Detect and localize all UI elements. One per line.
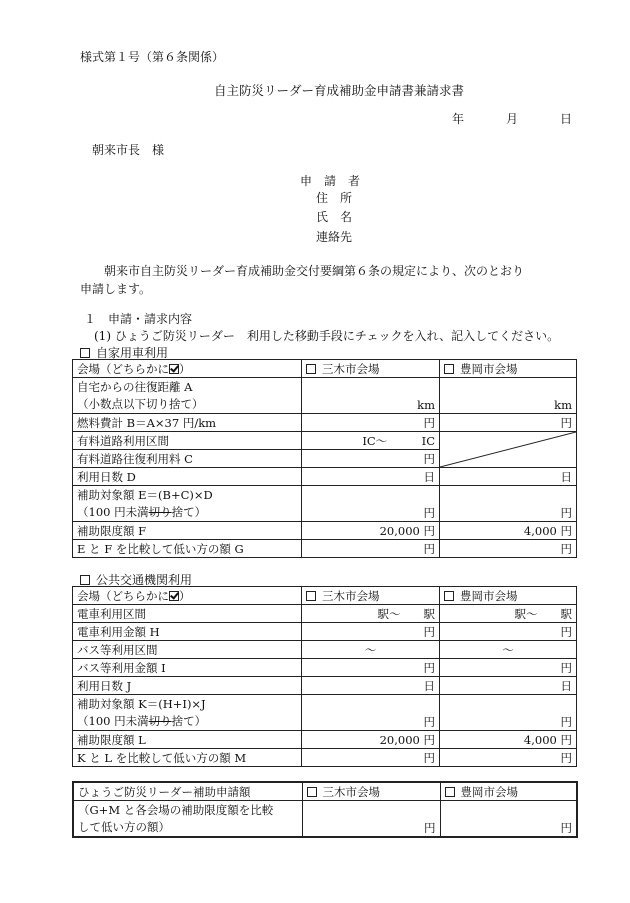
subsidy-e-miki-field[interactable]: 円 bbox=[302, 486, 440, 522]
days-d-label: 利用日数 D bbox=[73, 468, 302, 486]
table-row bbox=[73, 641, 577, 659]
applicant-name-label: 氏 名 bbox=[316, 210, 353, 224]
compare-g-label: E と F を比較して低い方の額 G bbox=[73, 540, 302, 558]
compare-m-toyooka-field[interactable]: 円 bbox=[440, 749, 577, 767]
venue-label-text: 会場（どちらかに bbox=[77, 588, 169, 603]
compare-g-toyooka-field[interactable]: 円 bbox=[440, 540, 577, 558]
transit-use-label: 公共交通機関利用 bbox=[96, 573, 193, 587]
limit-f-miki: 20,000 円 bbox=[302, 522, 440, 540]
subsidy-e-line2-a: （100 円未満 bbox=[77, 504, 149, 519]
date-year: 年 bbox=[452, 112, 465, 126]
intro-line-1: 朝来市自主防災リーダー育成補助金交付要綱第６条の規定により、次のとおり bbox=[104, 264, 525, 278]
table-row bbox=[73, 623, 577, 641]
subsidy-k-miki-field[interactable]: 円 bbox=[302, 695, 440, 731]
venue-miki-label: 三木市会場 bbox=[322, 588, 380, 603]
date-month: 月 bbox=[506, 112, 519, 126]
document-title: 自主防災リーダー育成補助金申請書兼請求書 bbox=[214, 83, 465, 98]
summary-venue-miki-option[interactable] bbox=[302, 782, 440, 801]
limit-l-toyooka: 4,000 円 bbox=[440, 731, 577, 749]
subsidy-k-line2 bbox=[77, 713, 297, 730]
applicant-address-label: 住 所 bbox=[316, 191, 353, 205]
train-fee-miki-field[interactable]: 円 bbox=[302, 623, 440, 641]
subsidy-e-line2 bbox=[77, 504, 297, 521]
car-table bbox=[72, 359, 577, 558]
table-row bbox=[73, 587, 577, 605]
bus-section-miki-field[interactable]: ～ bbox=[302, 641, 440, 659]
bus-fee-toyooka-field[interactable]: 円 bbox=[440, 659, 577, 677]
summary-venue-toyooka-option[interactable] bbox=[440, 782, 577, 801]
table-row bbox=[73, 540, 577, 558]
fuel-b-label: 燃料費計 B＝A×37 円/km bbox=[73, 414, 302, 432]
summary-miki-checkbox[interactable] bbox=[307, 787, 317, 797]
bus-section-toyooka-field[interactable]: ～ bbox=[440, 641, 577, 659]
compare-g-miki-field[interactable]: 円 bbox=[302, 540, 440, 558]
compare-m-label: K と L を比較して低い方の額 M bbox=[73, 749, 302, 767]
venue-label bbox=[73, 587, 302, 605]
venue-miki-checkbox[interactable] bbox=[306, 364, 316, 374]
table-row bbox=[73, 522, 577, 540]
compare-m-miki-field[interactable]: 円 bbox=[302, 749, 440, 767]
date-day: 日 bbox=[560, 112, 573, 126]
table-row bbox=[73, 468, 577, 486]
instruction-text: (1) ひょうご防災リーダー 利用した移動手段にチェックを入れ、記入してください。 bbox=[94, 329, 560, 343]
table-row bbox=[73, 360, 577, 378]
train-fee-h-label: 電車利用金額 H bbox=[73, 623, 302, 641]
train-section-miki-field[interactable]: 駅～ 駅 bbox=[302, 605, 440, 623]
check-mark-icon bbox=[169, 591, 179, 601]
distance-toyooka-field[interactable]: km bbox=[440, 378, 577, 414]
limit-f-toyooka: 4,000 円 bbox=[440, 522, 577, 540]
transit-table bbox=[72, 586, 577, 767]
table-row bbox=[73, 414, 577, 432]
car-use-label: 自家用車利用 bbox=[96, 346, 169, 360]
intro-line-2: 申請します。 bbox=[80, 282, 152, 296]
summary-miki-field[interactable]: 円 bbox=[302, 801, 440, 838]
distance-a-line1: 自宅からの往復距離 A bbox=[77, 379, 193, 394]
applicant-heading: 申 請 者 bbox=[300, 174, 361, 188]
distance-a-label bbox=[73, 378, 302, 414]
summary-toyooka-label: 豊岡市会場 bbox=[460, 784, 518, 799]
train-fee-toyooka-field[interactable]: 円 bbox=[440, 623, 577, 641]
venue-miki-label: 三木市会場 bbox=[322, 361, 380, 376]
table-row bbox=[73, 731, 577, 749]
subsidy-k-line2-struck: 切り bbox=[148, 713, 172, 728]
distance-miki-field[interactable]: km bbox=[302, 378, 440, 414]
venue-label-end: ） bbox=[179, 361, 191, 376]
subsidy-k-toyooka-field[interactable]: 円 bbox=[440, 695, 577, 731]
section-heading: １ 申請・請求内容 bbox=[84, 312, 193, 326]
bus-fee-i-label: バス等利用金額 I bbox=[73, 659, 302, 677]
venue-miki-checkbox[interactable] bbox=[306, 591, 316, 601]
days-j-miki-field[interactable]: 日 bbox=[302, 677, 440, 695]
subsidy-e-line2-c: 捨て） bbox=[171, 504, 207, 519]
venue-toyooka-label: 豊岡市会場 bbox=[460, 588, 518, 603]
toll-fee-miki-field[interactable]: 円 bbox=[302, 450, 440, 468]
venue-label-end: ） bbox=[179, 588, 191, 603]
subsidy-k-line2-c: 捨て） bbox=[171, 713, 207, 728]
table-row bbox=[73, 782, 577, 801]
days-j-label: 利用日数 J bbox=[73, 677, 302, 695]
venue-toyooka-option[interactable] bbox=[440, 360, 577, 378]
summary-note-line1: （G+M と各会場の補助限度額を比較 bbox=[78, 802, 274, 817]
subsidy-e-line2-struck: 切り bbox=[148, 504, 172, 519]
applicant-contact-label: 連絡先 bbox=[316, 230, 353, 244]
summary-toyooka-checkbox[interactable] bbox=[445, 787, 455, 797]
summary-table bbox=[72, 781, 578, 838]
summary-label: ひょうご防災リーダー補助申請額 bbox=[73, 782, 302, 801]
table-row bbox=[73, 801, 577, 838]
table-row bbox=[73, 486, 577, 522]
fuel-miki-field[interactable]: 円 bbox=[302, 414, 440, 432]
bus-fee-miki-field[interactable]: 円 bbox=[302, 659, 440, 677]
venue-toyooka-option[interactable] bbox=[440, 587, 577, 605]
table-row bbox=[73, 677, 577, 695]
toll-section-miki-field[interactable]: IC～ IC bbox=[302, 432, 440, 450]
subsidy-e-label bbox=[73, 486, 302, 522]
table-row bbox=[73, 605, 577, 623]
check-mark-icon bbox=[169, 364, 179, 374]
summary-note bbox=[73, 801, 302, 838]
days-miki-field[interactable]: 日 bbox=[302, 468, 440, 486]
table-row bbox=[73, 432, 577, 450]
distance-a-line2: （小数点以下切り捨て） bbox=[77, 396, 204, 411]
toll-fee-c-label: 有料道路往復利用料 C bbox=[73, 450, 302, 468]
summary-toyooka-field[interactable]: 円 bbox=[440, 801, 577, 838]
venue-toyooka-checkbox[interactable] bbox=[444, 364, 454, 374]
form-number: 様式第１号（第６条関係） bbox=[80, 50, 225, 64]
days-toyooka-field[interactable]: 日 bbox=[440, 468, 577, 486]
subsidy-e-toyooka-field[interactable]: 円 bbox=[440, 486, 577, 522]
table-row bbox=[73, 749, 577, 767]
bus-section-label: バス等利用区間 bbox=[73, 641, 302, 659]
limit-f-label: 補助限度額 F bbox=[73, 522, 302, 540]
venue-miki-option[interactable] bbox=[302, 360, 440, 378]
venue-toyooka-checkbox[interactable] bbox=[444, 591, 454, 601]
limit-l-miki: 20,000 円 bbox=[302, 731, 440, 749]
venue-toyooka-label: 豊岡市会場 bbox=[460, 361, 518, 376]
subsidy-k-line1: 補助対象額 K＝(H+I)×J bbox=[77, 696, 206, 711]
summary-note-line2: して低い方の額） bbox=[78, 819, 170, 834]
table-row bbox=[73, 695, 577, 731]
venue-label bbox=[73, 360, 302, 378]
toll-section-label: 有料道路利用区間 bbox=[73, 432, 302, 450]
venue-label-text: 会場（どちらかに bbox=[77, 361, 169, 376]
toll-toyooka-not-applicable bbox=[440, 432, 577, 468]
limit-l-label: 補助限度額 L bbox=[73, 731, 302, 749]
addressee: 朝来市長 様 bbox=[92, 143, 165, 157]
train-section-toyooka-field[interactable]: 駅～ 駅 bbox=[440, 605, 577, 623]
transit-use-checkbox[interactable] bbox=[80, 575, 90, 585]
fuel-toyooka-field[interactable]: 円 bbox=[440, 414, 577, 432]
table-row bbox=[73, 659, 577, 677]
table-row bbox=[73, 378, 577, 414]
train-section-label: 電車利用区間 bbox=[73, 605, 302, 623]
subsidy-k-line2-a: （100 円未満 bbox=[77, 713, 149, 728]
venue-miki-option[interactable] bbox=[302, 587, 440, 605]
car-use-checkbox[interactable] bbox=[80, 348, 90, 358]
diagonal-line bbox=[440, 432, 576, 467]
subsidy-k-label bbox=[73, 695, 302, 731]
summary-miki-label: 三木市会場 bbox=[322, 784, 380, 799]
subsidy-e-line1: 補助対象額 E＝(B+C)×D bbox=[77, 487, 213, 502]
days-j-toyooka-field[interactable]: 日 bbox=[440, 677, 577, 695]
